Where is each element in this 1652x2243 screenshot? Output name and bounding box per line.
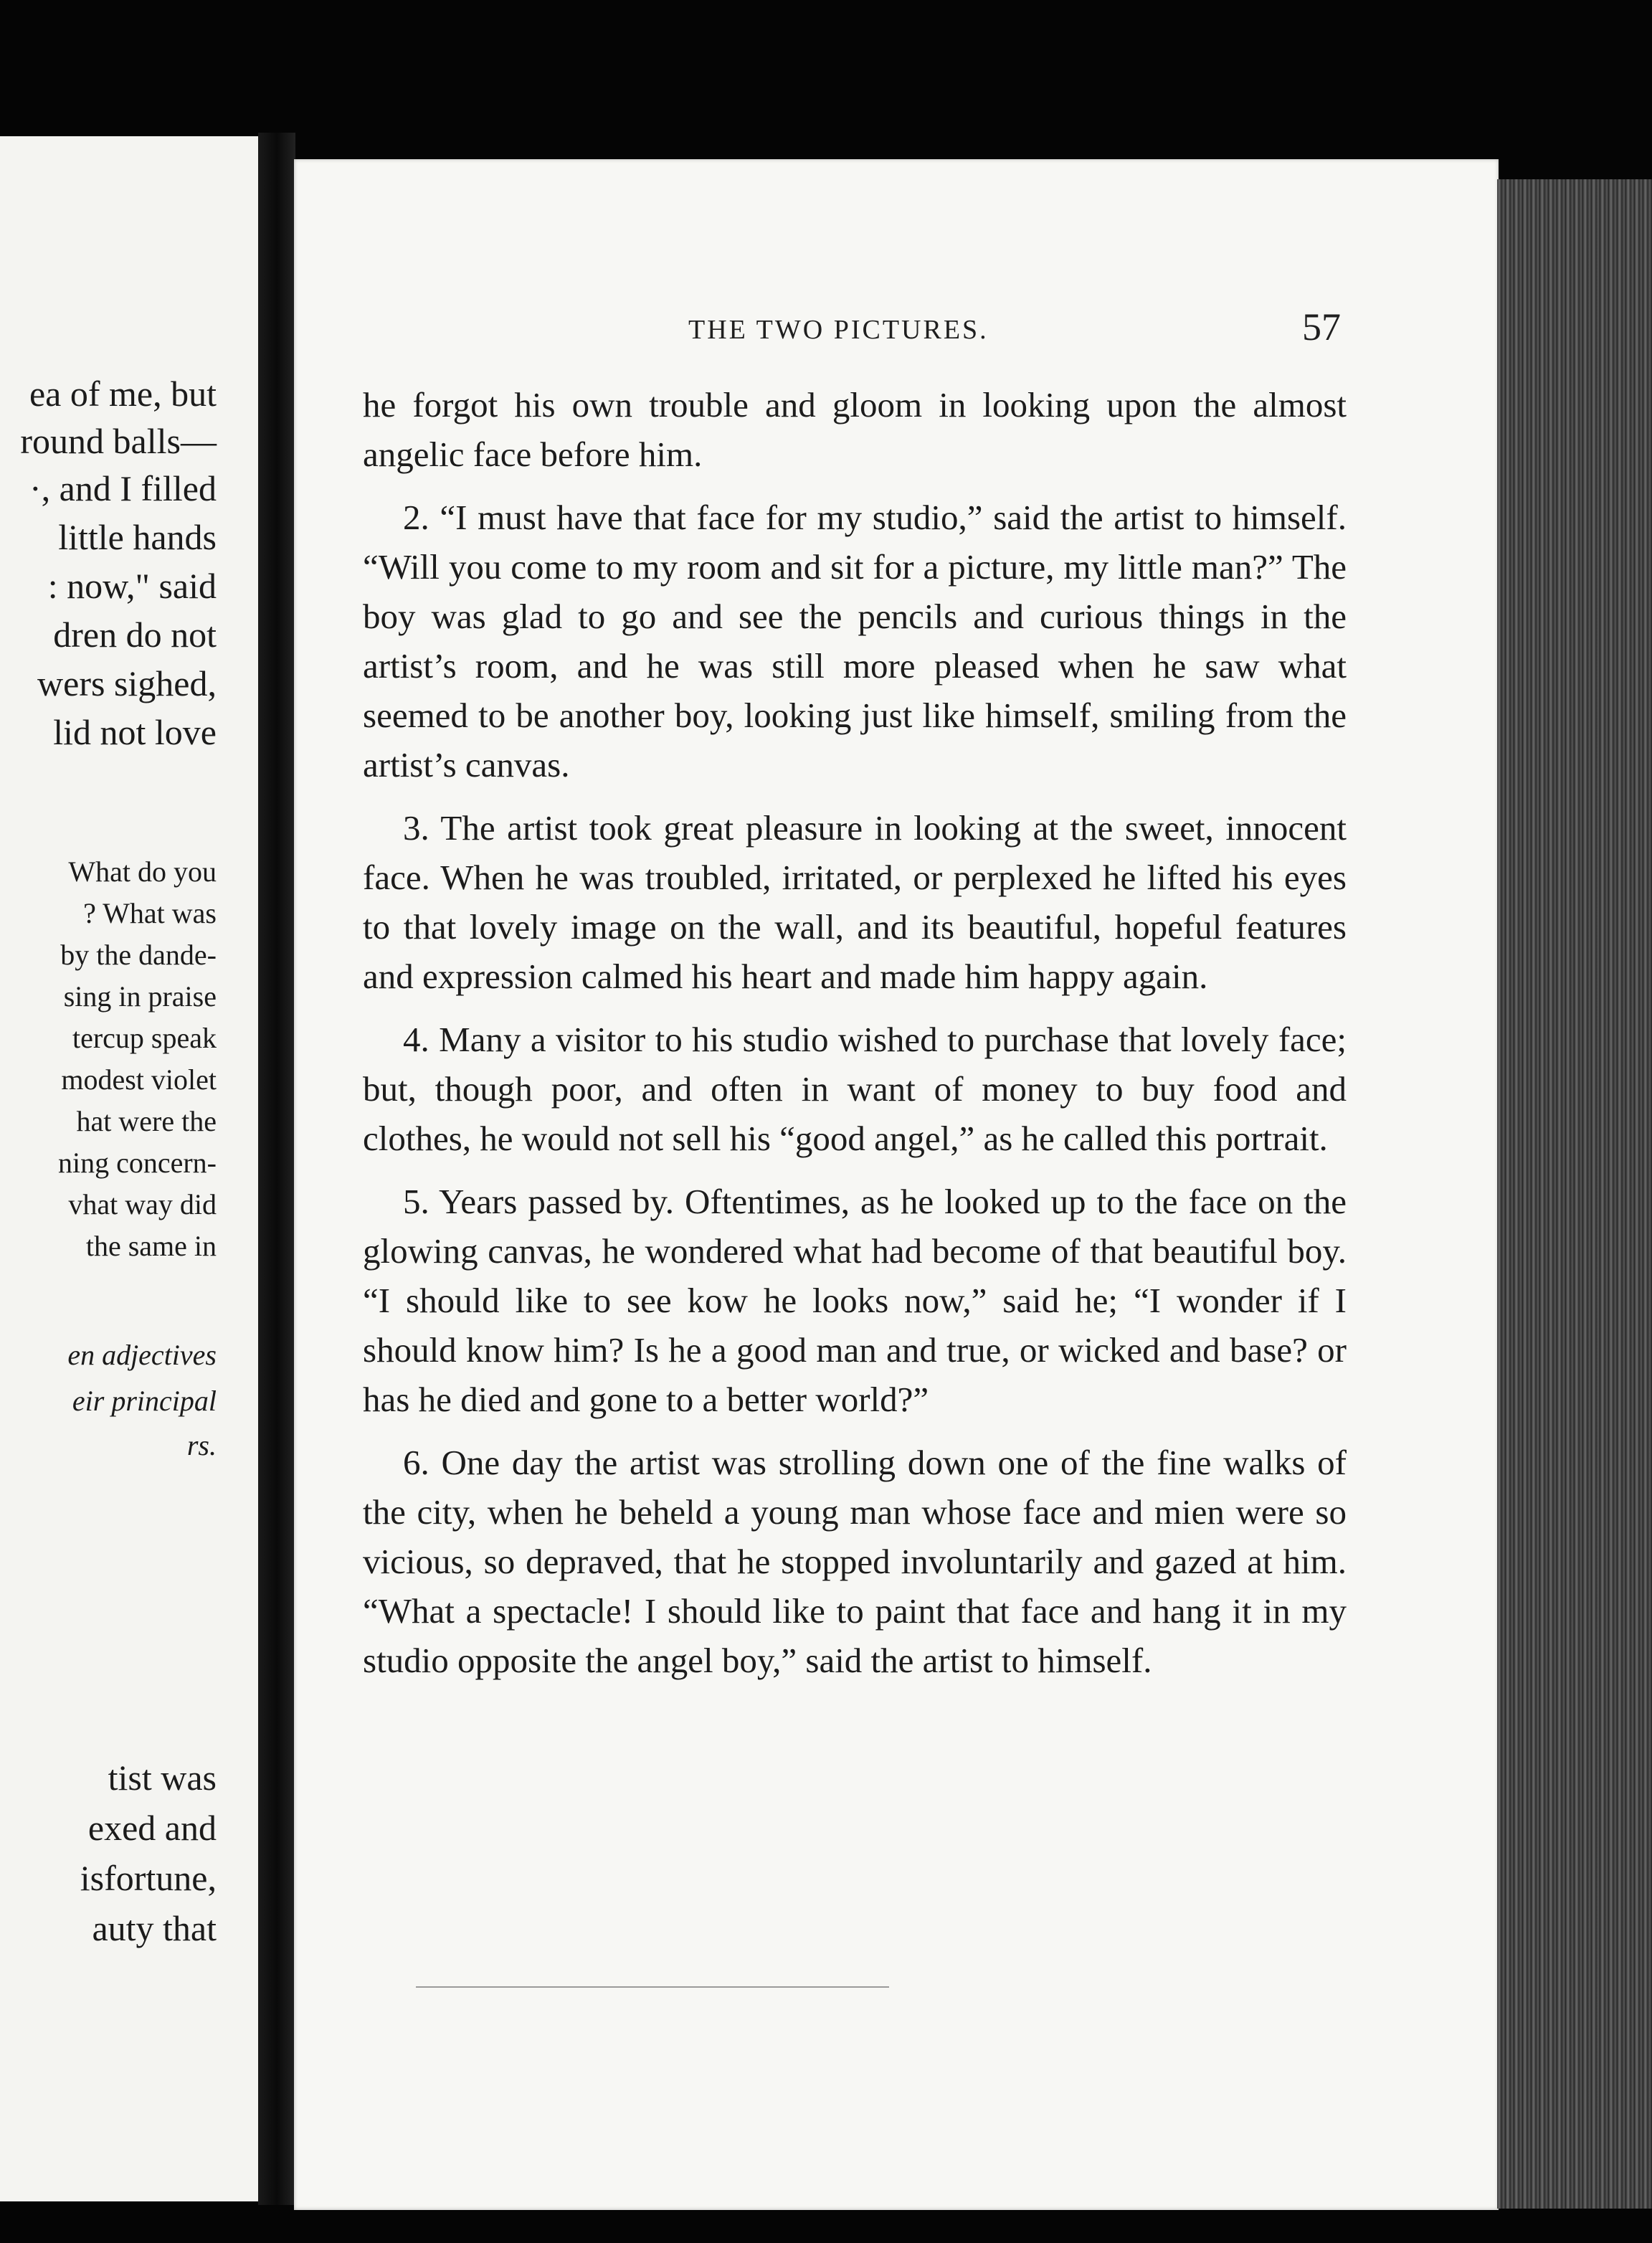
body-text	[363, 380, 1347, 1699]
left-line: tist was	[108, 1758, 217, 1798]
page-number: 57	[1302, 305, 1341, 348]
left-line: ? What was	[83, 897, 217, 929]
left-line: round balls—	[20, 421, 217, 461]
left-line: hat were the	[76, 1105, 217, 1137]
left-line: ea of me, but	[29, 374, 217, 414]
left-line: ·, and I filled	[29, 468, 217, 508]
left-line: vhat way did	[68, 1188, 217, 1220]
left-line: sing in praise	[63, 980, 217, 1013]
paragraph: 3. The artist took great pleasure in looking at the sweet, innocent face. When he was troubled, irritated, or perplexed he lifted his eyes to that lovely image on the wall, and its beautiful, hopeful features and expression calmed his heart and made him happy again.	[363, 808, 1347, 996]
book-gutter	[258, 133, 295, 2205]
footer-rule	[416, 1986, 889, 1988]
left-line: rs.	[186, 1429, 217, 1461]
left-line: auty that	[92, 1908, 217, 1948]
page-block-edge	[1497, 179, 1652, 2209]
paragraph: 4. Many a visitor to his studio wished to purchase that lovely face; but, though poor, and often in want of money to buy food and clothes, he would not sell his “good angel,” as he called this portrait.	[363, 1020, 1347, 1158]
left-line: lid not love	[53, 712, 217, 752]
left-line: eir principal	[72, 1385, 217, 1417]
left-line: ning concern-	[57, 1147, 217, 1179]
left-line: What do you	[68, 855, 217, 888]
paragraph: 6. One day the artist was strolling down one of the fine walks of the city, when he beheld a young man whose face and mien were so vicious, so depraved, that he stopped involuntarily and gazed at him. “What a spectacle! I should like to paint that face and hang it in my studio opposite the angel boy,” said the artist to himself.	[363, 1443, 1347, 1680]
left-line: by the dande-	[60, 939, 217, 971]
paragraph: 5. Years passed by. Oftentimes, as he looked up to the face on the glowing canvas, he wondered what had become of that beautiful boy. “I should like to see kow he looks now,” said he; “I wonder if I should know him? Is he a good man and true, or wicked and base? or has he died and gone to a better world?”	[363, 1182, 1347, 1419]
left-page	[0, 136, 267, 2201]
left-line: tercup speak	[72, 1022, 217, 1054]
paragraph: 2. “I must have that face for my studio,” said the artist to himself. “Will you come to my room and sit for a picture, my little man?” The boy was glad to go and see the pencils and curious things in the artist’s room, and he was still more pleased when he saw what seemed to be another boy, looking just like himself, smiling from the artist’s canvas.	[363, 498, 1347, 784]
paragraph: he forgot his own trouble and gloom in looking upon the almost angelic face before him.	[363, 385, 1347, 474]
left-line: wers sighed,	[37, 663, 217, 703]
left-line: the same in	[85, 1230, 217, 1262]
left-line: exed and	[87, 1808, 217, 1848]
left-line: dren do not	[53, 615, 217, 655]
left-line: : now," said	[47, 566, 217, 606]
left-line: isfortune,	[80, 1858, 217, 1898]
running-head: THE TWO PICTURES.	[688, 315, 989, 345]
left-line: little hands	[58, 517, 217, 557]
left-line: en adjectives	[67, 1339, 217, 1371]
left-line: modest violet	[61, 1063, 217, 1096]
